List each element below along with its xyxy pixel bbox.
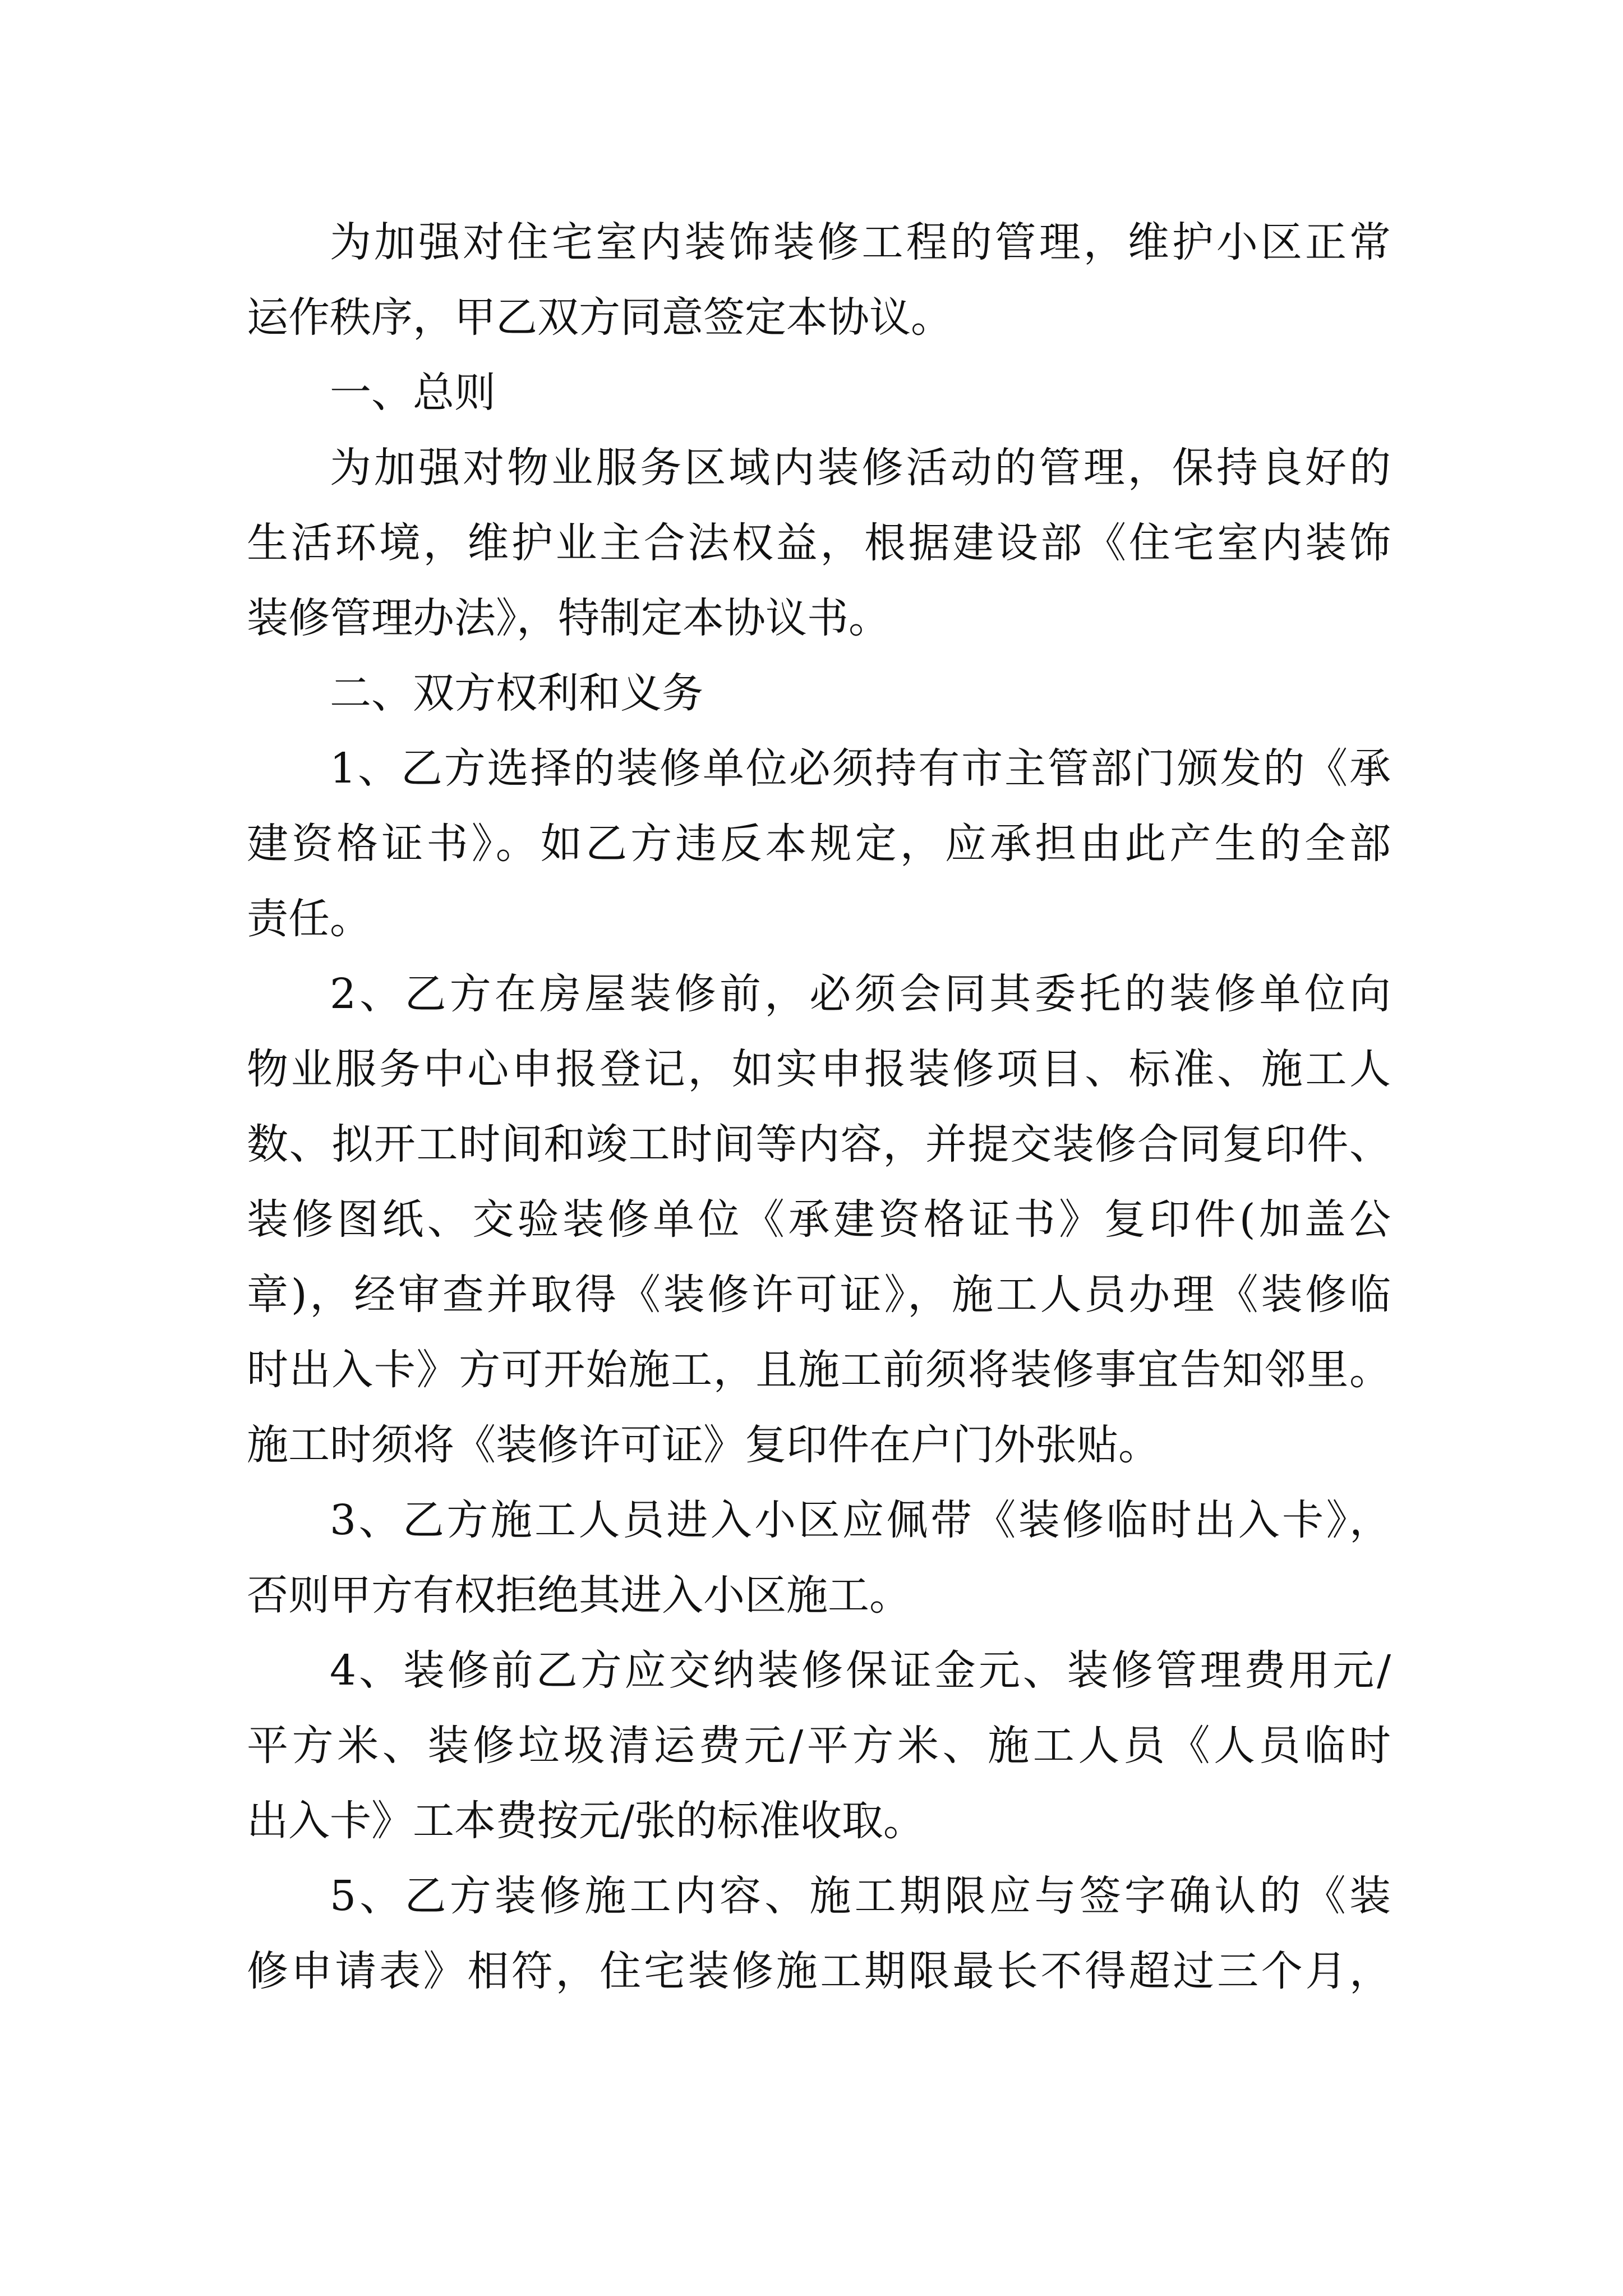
paragraph-line: 5、乙方装修施工内容、施工期限应与签字确认的《装: [330, 1872, 1391, 1920]
section-heading: 二、双方权利和义务: [330, 669, 703, 717]
paragraph-line: 3、乙方施工人员进入小区应佩带《装修临时出入卡》，: [330, 1496, 1391, 1544]
paragraph-line: 生活环境，维护业主合法权益，根据建设部《住宅室内装饰: [247, 519, 1391, 567]
paragraph-line: 施工时须将《装修许可证》复印件在户门外张贴。: [247, 1421, 1160, 1469]
paragraph-line: 修申请表》相符，住宅装修施工期限最长不得超过三个月，: [247, 1947, 1391, 1995]
paragraph-line: 责任。: [247, 895, 371, 943]
paragraph-line: 为加强对物业服务区域内装修活动的管理，保持良好的: [330, 444, 1391, 492]
paragraph-line: 平方米、装修垃圾清运费元/平方米、施工人员《人员临时: [247, 1722, 1391, 1770]
paragraph-line: 运作秩序，甲乙双方同意签定本协议。: [247, 293, 952, 342]
paragraph-line: 1、乙方选择的装修单位必须持有市主管部门颁发的《承: [330, 744, 1391, 793]
paragraph-line: 物业服务中心申报登记，如实申报装修项目、标准、施工人: [247, 1045, 1391, 1093]
paragraph-line: 时出入卡》方可开始施工，且施工前须将装修事宜告知邻里。: [247, 1346, 1391, 1394]
section-heading: 一、总则: [330, 369, 496, 417]
paragraph-line: 装修管理办法》，特制定本协议书。: [247, 594, 890, 642]
paragraph-line: 出入卡》工本费按元/张的标准收取。: [247, 1797, 925, 1845]
paragraph-line: 数、拟开工时间和竣工时间等内容，并提交装修合同复印件、: [247, 1120, 1391, 1168]
paragraph-line: 4、装修前乙方应交纳装修保证金元、装修管理费用元/: [330, 1646, 1391, 1695]
document-body: [247, 205, 1391, 2009]
paragraph-line: 建资格证书》。如乙方违反本规定，应承担由此产生的全部: [247, 820, 1391, 868]
paragraph-line: 2、乙方在房屋装修前，必须会同其委托的装修单位向: [330, 970, 1391, 1018]
paragraph-line: 否则甲方有权拒绝其进入小区施工。: [247, 1571, 911, 1619]
paragraph-line: 为加强对住宅室内装饰装修工程的管理，维护小区正常: [330, 218, 1391, 266]
paragraph-line: 装修图纸、交验装修单位《承建资格证书》复印件(加盖公: [247, 1195, 1391, 1244]
paragraph-line: 章)，经审查并取得《装修许可证》，施工人员办理《装修临: [247, 1271, 1391, 1319]
